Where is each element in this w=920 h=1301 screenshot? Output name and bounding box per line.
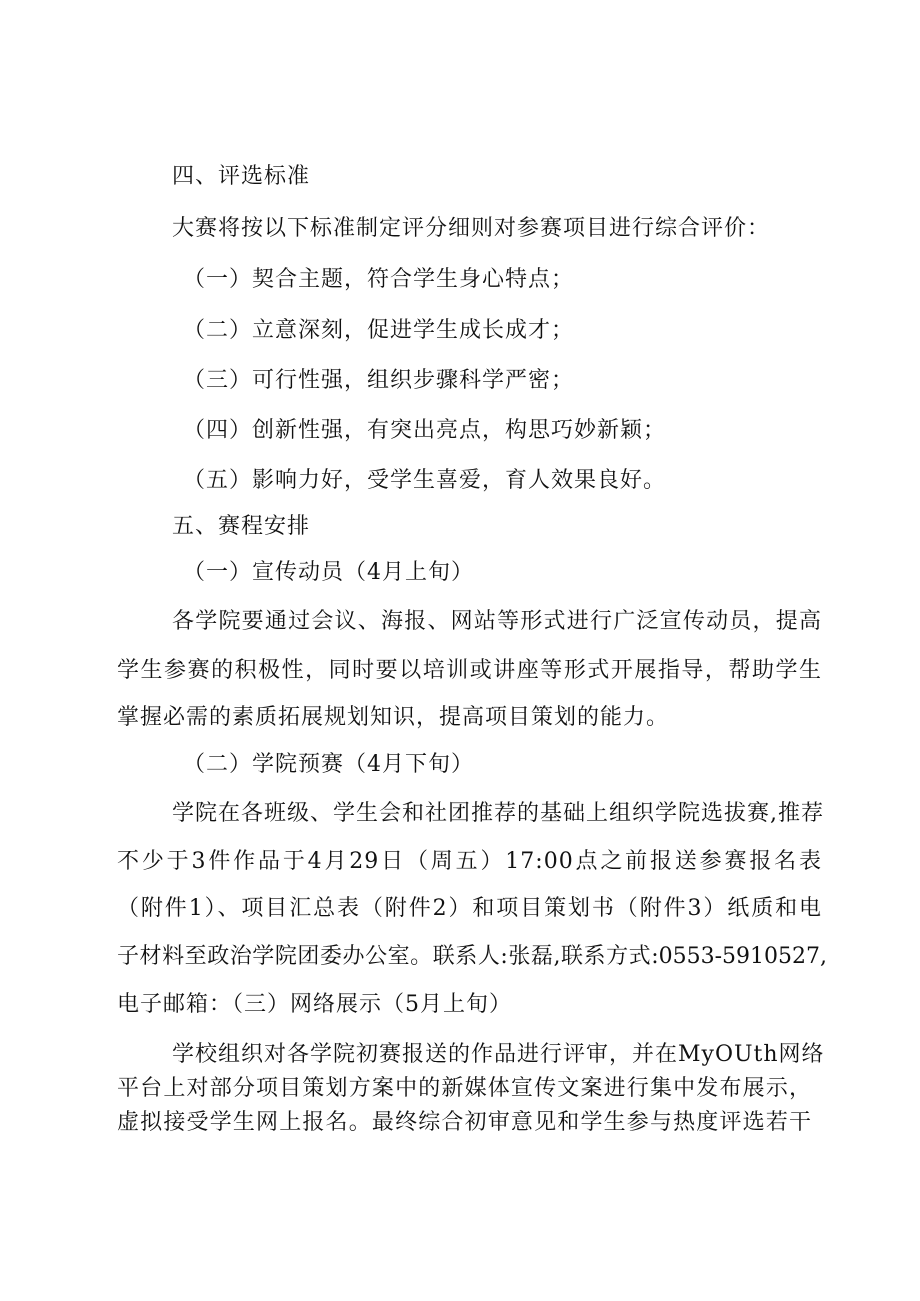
stage-2-line-1: 学院在各班级、学生会和社团推荐的基础上组织学院选拔赛,推荐 bbox=[172, 801, 824, 826]
stage-1-title: （一）宣传动员（4月上旬） bbox=[183, 560, 474, 585]
criterion-5: （五）影响力好，受学生喜爱，育人效果良好。 bbox=[183, 468, 667, 493]
stage-1-line-1: 各学院要通过会议、海报、网站等形式进行广泛宣传动员，提高 bbox=[172, 609, 822, 634]
section-4-intro: 大赛将按以下标准制定评分细则对参赛项目进行综合评价： bbox=[172, 216, 771, 241]
section-4-heading: 四、评选标准 bbox=[172, 164, 311, 189]
stage-2-line-2: 不少于3件作品于4月29日（周五）17:00点之前报送参赛报名表 bbox=[117, 849, 822, 874]
criterion-4: （四）创新性强，有突出亮点，构思巧妙新颖； bbox=[183, 418, 667, 443]
stage-2-title: （二）学院预赛（4月下旬） bbox=[183, 752, 474, 777]
section-5-heading: 五、赛程安排 bbox=[172, 514, 311, 539]
stage-2-line-5: 电子邮箱：（三）网络展示（5月上旬） bbox=[117, 992, 512, 1017]
criterion-2: （二）立意深刻，促进学生成长成才； bbox=[183, 318, 575, 343]
stage-3-line-3: 虚拟接受学生网上报名。最终综合初审意见和学生参与热度评选若干 bbox=[117, 1110, 812, 1135]
criterion-3: （三）可行性强，组织步骤科学严密； bbox=[183, 368, 575, 393]
stage-2-line-4: 子材料至政治学院团委办公室。联系人:张磊,联系方式:0553-5910527, bbox=[117, 944, 827, 969]
stage-3-line-1: 学校组织对各学院初赛报送的作品进行评审，并在MyOUth网络 bbox=[172, 1042, 825, 1067]
criterion-1: （一）契合主题，符合学生身心特点； bbox=[183, 267, 575, 292]
stage-2-line-3: （附件1）、项目汇总表（附件2）和项目策划书（附件3）纸质和电 bbox=[117, 896, 822, 921]
stage-1-line-2: 学生参赛的积极性，同时要以培训或讲座等形式开展指导，帮助学生 bbox=[117, 658, 822, 683]
stage-1-line-3: 掌握必需的素质拓展规划知识，提高项目策划的能力。 bbox=[117, 705, 670, 730]
stage-3-line-2: 平台上对部分项目策划方案中的新媒体宣传文案进行集中发布展示， bbox=[117, 1076, 812, 1101]
